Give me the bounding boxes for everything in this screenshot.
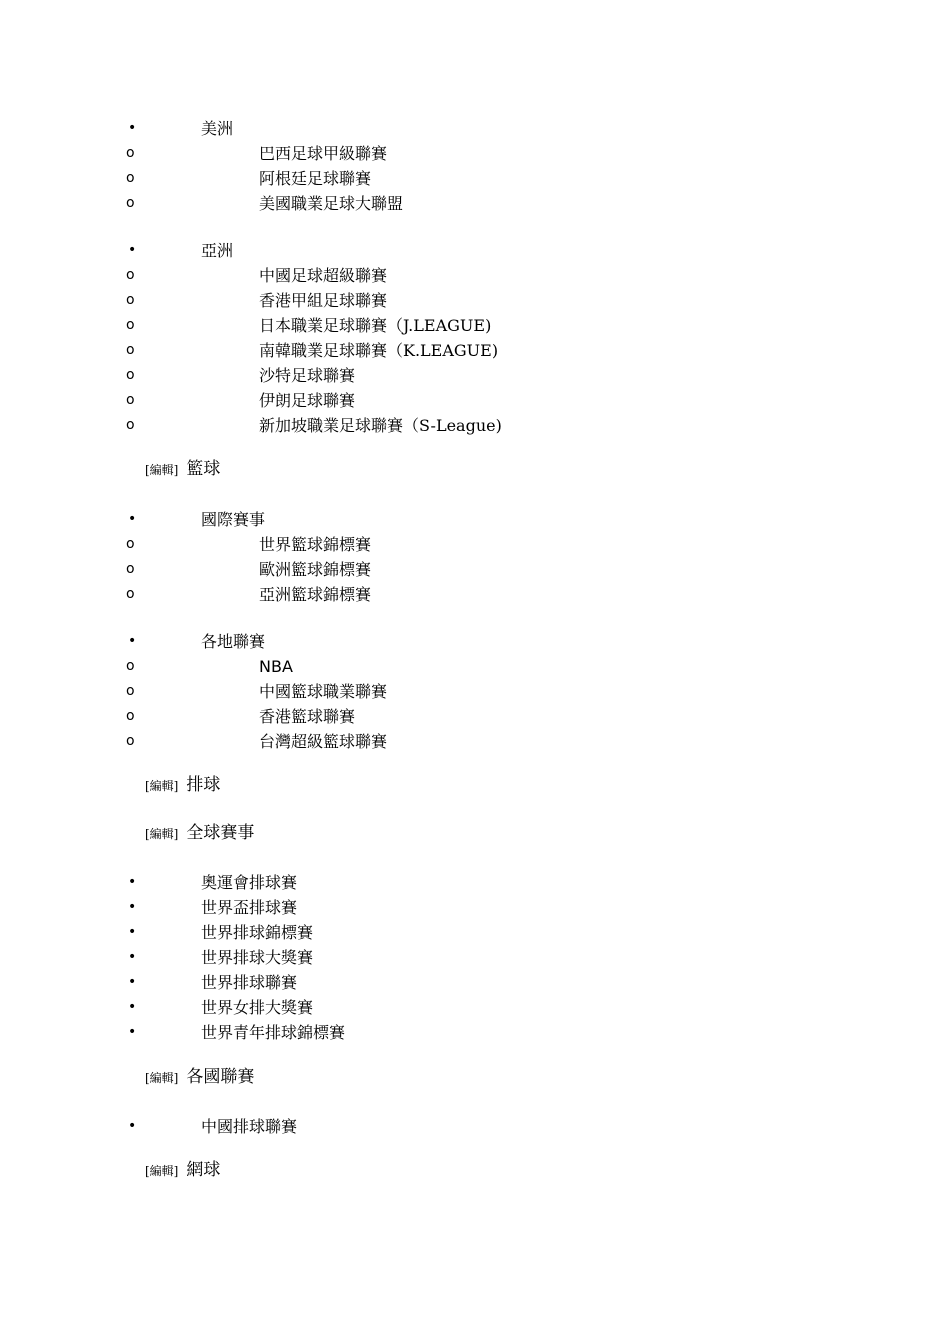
circle-bullet-icon: o xyxy=(126,170,135,186)
circle-bullet-icon: o xyxy=(126,292,135,308)
section-heading-tennis xyxy=(145,1156,220,1184)
circle-bullet-icon: o xyxy=(126,536,135,552)
league-link[interactable]: 中國籃球職業聯賽 xyxy=(259,682,388,701)
league-link[interactable]: 巴西足球甲級聯賽 xyxy=(259,144,388,163)
event-link[interactable]: 世界青年排球錦標賽 xyxy=(201,1023,346,1042)
section-heading-basketball xyxy=(145,455,220,483)
circle-bullet-icon: o xyxy=(126,342,135,358)
league-link[interactable]: 南韓職業足球聯賽（K.LEAGUE) xyxy=(259,341,499,360)
category-title: 國際賽事 xyxy=(201,510,266,529)
event-link[interactable]: 亞洲籃球錦標賽 xyxy=(259,585,372,604)
event-link[interactable]: 世界女排大獎賽 xyxy=(201,998,314,1017)
league-link[interactable]: 中國排球聯賽 xyxy=(201,1117,298,1136)
circle-bullet-icon: o xyxy=(126,417,135,433)
league-link[interactable]: 中國足球超級聯賽 xyxy=(259,266,388,285)
edit-link[interactable]: [編輯] xyxy=(145,1071,179,1085)
edit-link[interactable]: [編輯] xyxy=(145,1164,179,1178)
category-title: 各地聯賽 xyxy=(201,632,266,651)
event-link[interactable]: 世界排球錦標賽 xyxy=(201,923,314,942)
circle-bullet-icon: o xyxy=(126,561,135,577)
league-link[interactable]: 日本職業足球聯賽（J.LEAGUE) xyxy=(259,316,492,335)
league-link[interactable]: 美國職業足球大聯盟 xyxy=(259,194,404,213)
section-heading-volleyball xyxy=(145,771,220,799)
event-link[interactable]: 世界排球大獎賽 xyxy=(201,948,314,967)
circle-bullet-icon: o xyxy=(126,317,135,333)
disc-bullet-icon: • xyxy=(128,999,137,1015)
edit-link[interactable]: [編輯] xyxy=(145,779,179,793)
circle-bullet-icon: o xyxy=(126,708,135,724)
league-link[interactable]: NBA xyxy=(259,657,293,676)
event-link[interactable]: 世界盃排球賽 xyxy=(201,898,298,917)
circle-bullet-icon: o xyxy=(126,195,135,211)
league-link[interactable]: 香港甲組足球聯賽 xyxy=(259,291,388,310)
league-link[interactable]: 沙特足球聯賽 xyxy=(259,366,356,385)
edit-link[interactable]: [編輯] xyxy=(145,463,179,477)
disc-bullet-icon: • xyxy=(128,924,137,940)
disc-bullet-icon: • xyxy=(128,1024,137,1040)
circle-bullet-icon: o xyxy=(126,733,135,749)
disc-bullet-icon: • xyxy=(128,899,137,915)
league-link[interactable]: 伊朗足球聯賽 xyxy=(259,391,356,410)
edit-link[interactable]: [編輯] xyxy=(145,827,179,841)
circle-bullet-icon: o xyxy=(126,658,135,674)
circle-bullet-icon: o xyxy=(126,586,135,602)
event-link[interactable]: 奧運會排球賽 xyxy=(201,873,298,892)
event-link[interactable]: 世界籃球錦標賽 xyxy=(259,535,372,554)
circle-bullet-icon: o xyxy=(126,145,135,161)
disc-bullet-icon: • xyxy=(128,974,137,990)
event-link[interactable]: 世界排球聯賽 xyxy=(201,973,298,992)
circle-bullet-icon: o xyxy=(126,392,135,408)
disc-bullet-icon: • xyxy=(128,1118,137,1134)
section-title: 全球賽事 xyxy=(186,823,255,843)
section-title: 籃球 xyxy=(186,459,221,479)
circle-bullet-icon: o xyxy=(126,267,135,283)
league-link[interactable]: 新加坡職業足球聯賽（S-League) xyxy=(259,416,502,435)
section-title: 各國聯賽 xyxy=(186,1067,255,1087)
disc-bullet-icon: • xyxy=(128,242,137,258)
event-link[interactable]: 歐洲籃球錦標賽 xyxy=(259,560,372,579)
disc-bullet-icon: • xyxy=(128,633,137,649)
section-heading-global-events xyxy=(145,819,254,847)
disc-bullet-icon: • xyxy=(128,949,137,965)
region-title-asia: 亞洲 xyxy=(201,241,234,260)
league-link[interactable]: 阿根廷足球聯賽 xyxy=(259,169,372,188)
circle-bullet-icon: o xyxy=(126,683,135,699)
region-title-americas: 美洲 xyxy=(201,119,234,138)
section-title: 網球 xyxy=(186,1160,221,1180)
section-heading-national-leagues xyxy=(145,1063,254,1091)
disc-bullet-icon: • xyxy=(128,120,137,136)
disc-bullet-icon: • xyxy=(128,874,137,890)
disc-bullet-icon: • xyxy=(128,511,137,527)
circle-bullet-icon: o xyxy=(126,367,135,383)
league-link[interactable]: 台灣超級籃球聯賽 xyxy=(259,732,388,751)
section-title: 排球 xyxy=(186,775,221,795)
league-link[interactable]: 香港籃球聯賽 xyxy=(259,707,356,726)
